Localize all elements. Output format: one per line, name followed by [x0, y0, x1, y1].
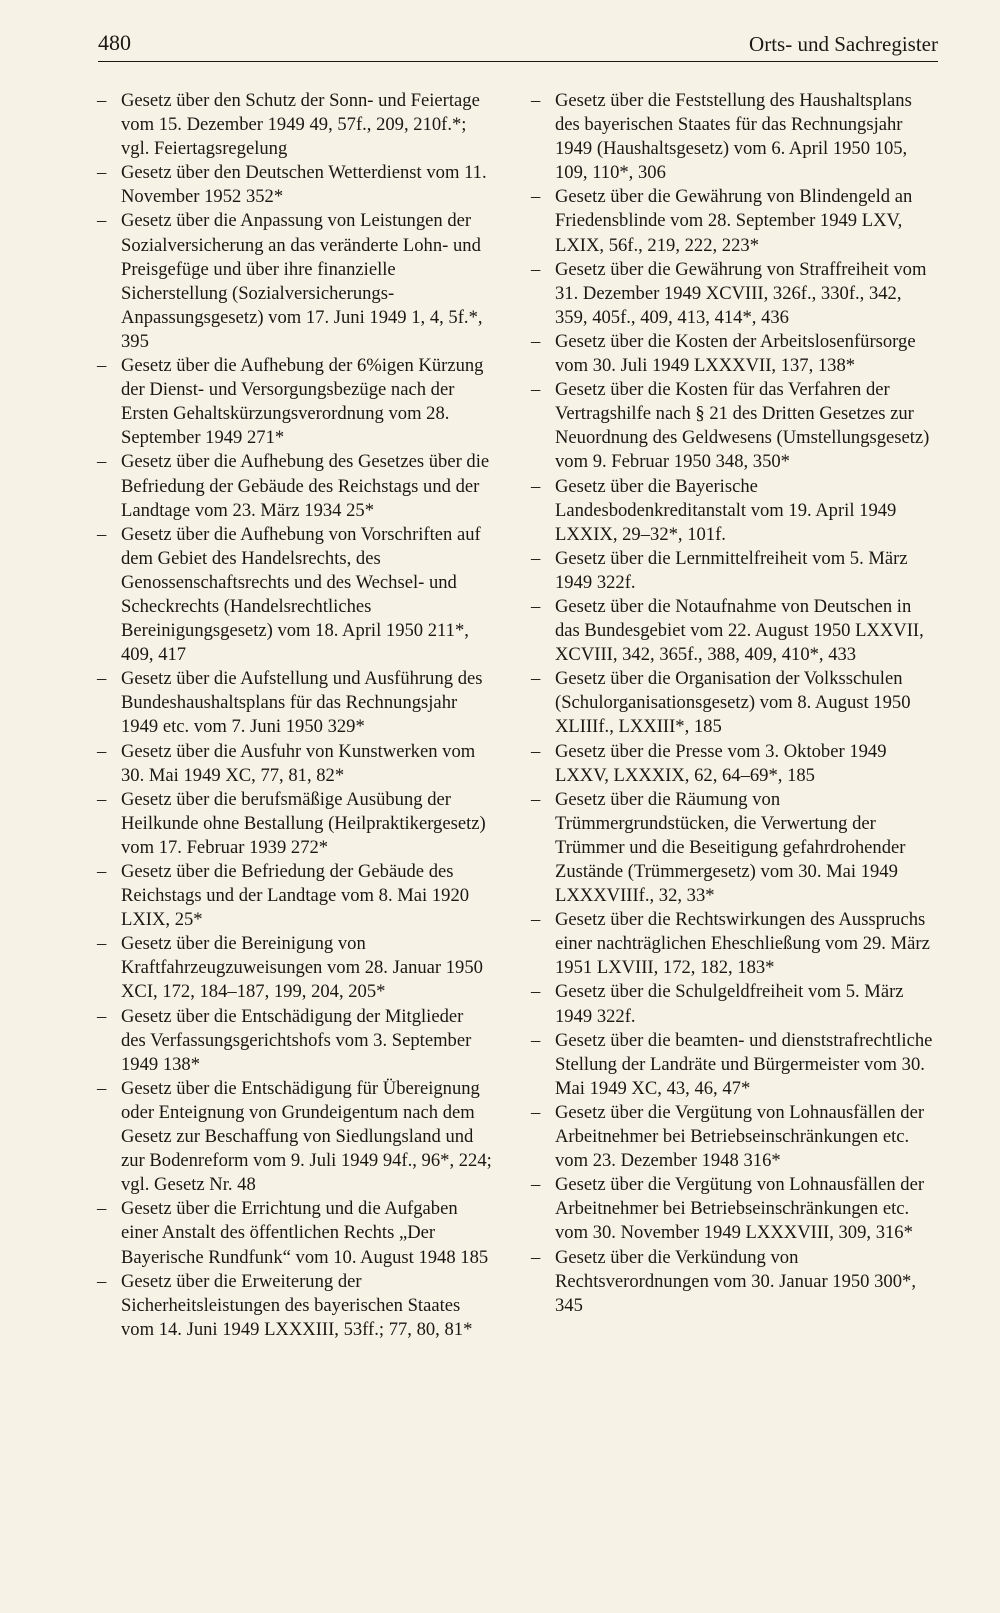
- entry-text: Gesetz über die Aufhebung von Vorschriften auf dem Gebiet des Handelsrechts, des Genossenschaftsrechts und des Wechsel- und Scheckrechts (Handelsrechtliches Bereinigungsgesetz) vom 18. April 1950 211*, 409, 417: [121, 523, 481, 666]
- index-column-left: [97, 89, 492, 1342]
- entry-dash: –: [531, 258, 541, 280]
- entry-text: Gesetz über die Entschädigung für Übereignung oder Enteignung von Grundeigentum nach dem Gesetz zur Beschaffung von Siedlungsland und zur Bodenreform vom 9. Juli 1949 94f., 96*, 224; vgl. Gesetz Nr. 48: [121, 1077, 492, 1196]
- entry-text: Gesetz über den Schutz der Sonn- und Feiertage vom 15. Dezember 1949 49, 57f., 209, 210f.*; vgl. Feiertagsregelung: [121, 90, 480, 160]
- index-entry: [97, 1077, 492, 1197]
- entry-dash: –: [97, 668, 107, 690]
- index-entry: [531, 1029, 937, 1101]
- index-entry: [97, 209, 492, 354]
- entry-text: Gesetz über die Errichtung und die Aufgaben einer Anstalt des öffentlichen Rechts „Der Bayerische Rundfunk“ vom 10. August 1948 185: [121, 1198, 489, 1268]
- entry-text: Gesetz über die Aufhebung des Gesetzes über die Befriedung der Gebäude des Reichstags und der Landtage vom 23. März 1934 25*: [121, 451, 490, 521]
- entry-dash: –: [531, 981, 541, 1003]
- entry-dash: –: [97, 861, 107, 882]
- page-number: 480: [98, 30, 131, 55]
- index-entry: [531, 330, 937, 378]
- index-entry: [531, 595, 937, 667]
- entry-text: Gesetz über die Ausfuhr von Kunstwerken vom 30. Mai 1949 XC, 77, 81, 82*: [121, 740, 476, 786]
- entry-text: Gesetz über die Schulgeldfreiheit vom 5. März 1949 322f.: [555, 981, 904, 1027]
- index-entry: [531, 908, 937, 980]
- entry-dash: –: [531, 1101, 541, 1123]
- index-entry: [97, 161, 492, 209]
- index-entry: [97, 860, 492, 932]
- index-entry: [531, 788, 937, 908]
- index-entry: [531, 547, 937, 595]
- index-entry: [97, 788, 492, 860]
- index-entry: [531, 1101, 937, 1173]
- entry-dash: –: [531, 668, 541, 690]
- index-entry: [531, 185, 937, 257]
- index-entry: [97, 1197, 492, 1269]
- index-entry: [97, 523, 492, 668]
- entry-dash: –: [531, 1029, 541, 1051]
- entry-text: Gesetz über die Erweiterung der Sicherheitsleistungen des bayerischen Staates vom 14. Juni 1949 LXXXIII, 53ff.; 77, 80, 81*: [121, 1270, 473, 1340]
- index-entry: [531, 475, 937, 547]
- entry-dash: –: [531, 1174, 541, 1196]
- entry-dash: –: [97, 933, 107, 955]
- entry-text: Gesetz über die Vergütung von Lohnausfällen der Arbeitnehmer bei Betriebseinschränkungen etc. vom 30. November 1949 LXXXVIII, 309, 316*: [555, 1174, 925, 1244]
- entry-text: Gesetz über die Aufstellung und Ausführung des Bundeshaushaltsplans für das Rechnungsjahr 1949 etc. vom 7. Juni 1950 329*: [121, 668, 483, 738]
- entry-text: Gesetz über die Befriedung der Gebäude des Reichstags und der Landtage vom 8. Mai 1920 LXIX, 25*: [121, 861, 470, 931]
- entry-dash: –: [97, 1077, 107, 1099]
- index-entry: [97, 354, 492, 450]
- entry-text: Gesetz über die Verkündung von Rechtsverordnungen vom 30. Januar 1950 300*, 345: [555, 1246, 916, 1316]
- entry-dash: –: [97, 210, 107, 232]
- entry-text: Gesetz über den Deutschen Wetterdienst vom 11. November 1952 352*: [121, 162, 487, 208]
- entry-dash: –: [531, 475, 541, 497]
- page-header: [98, 30, 938, 62]
- entry-dash: –: [97, 1198, 107, 1220]
- index-entry: [531, 258, 937, 330]
- index-entry: [531, 1246, 937, 1318]
- entry-text: Gesetz über die Kosten für das Verfahren der Vertragshilfe nach § 21 des Dritten Gesetzes zur Neuordnung des Geldwesens (Umstellungsgesetz) vom 9. Februar 1950 348, 350*: [555, 379, 930, 473]
- index-entry: [97, 667, 492, 739]
- entry-text: Gesetz über die Notaufnahme von Deutschen in das Bundesgebiet vom 22. August 1950 LXXVII, XCVIII, 342, 365f., 388, 409, 410*, 433: [555, 595, 924, 666]
- entry-dash: –: [531, 740, 541, 762]
- entry-dash: –: [97, 451, 107, 473]
- entry-dash: –: [97, 1005, 107, 1027]
- entry-dash: –: [97, 1270, 107, 1292]
- entry-text: Gesetz über die Presse vom 3. Oktober 1949 LXXV, LXXXIX, 62, 64–69*, 185: [555, 740, 887, 786]
- entry-dash: –: [531, 186, 541, 208]
- entry-dash: –: [531, 909, 541, 931]
- entry-text: Gesetz über die Gewährung von Straffreiheit vom 31. Dezember 1949 XCVIII, 326f., 330f., 342, 359, 405f., 409, 413, 414*, 436: [555, 258, 927, 328]
- index-entry: [97, 450, 492, 522]
- entry-dash: –: [97, 740, 107, 762]
- entry-dash: –: [97, 523, 107, 545]
- entry-dash: –: [97, 162, 107, 184]
- entry-text: Gesetz über die Entschädigung der Mitglieder des Verfassungsgerichtshofs vom 3. September 1949 138*: [121, 1005, 472, 1075]
- entry-dash: –: [531, 547, 541, 569]
- index-entry: [97, 932, 492, 1004]
- index-entry: [531, 1173, 937, 1245]
- header-rule: [98, 61, 938, 62]
- entry-text: Gesetz über die Aufhebung der 6%igen Kürzung der Dienst- und Versorgungsbezüge nach der Ersten Gehaltskürzungsverordnung vom 28. September 1949 271*: [121, 355, 484, 449]
- index-column-right: [531, 89, 937, 1318]
- entry-text: Gesetz über die berufsmäßige Ausübung der Heilkunde ohne Bestallung (Heilpraktikergesetz) vom 17. Februar 1939 272*: [121, 788, 486, 858]
- entry-text: Gesetz über die Vergütung von Lohnausfällen der Arbeitnehmer bei Betriebseinschränkungen etc. vom 23. Dezember 1948 316*: [555, 1101, 925, 1172]
- entry-text: Gesetz über die Rechtswirkungen des Ausspruchs einer nachträglichen Eheschließung vom 29. März 1951 LXVIII, 172, 182, 183*: [555, 909, 930, 979]
- entry-text: Gesetz über die Bayerische Landesbodenkreditanstalt vom 19. April 1949 LXXIX, 29–32*, 101f.: [555, 475, 897, 545]
- index-entry: [97, 740, 492, 788]
- entry-dash: –: [97, 90, 107, 111]
- entry-dash: –: [97, 788, 107, 810]
- entry-text: Gesetz über die Räumung von Trümmergrundstücken, die Verwertung der Trümmer und die Beseitigung gefahrdrohender Zustände (Trümmergesetz) vom 30. Mai 1949 LXXXVIIIf., 32, 33*: [555, 788, 906, 907]
- index-entry: [531, 89, 937, 185]
- entry-text: Gesetz über die Lernmittelfreiheit vom 5. März 1949 322f.: [555, 547, 908, 593]
- entry-text: Gesetz über die Organisation der Volksschulen (Schulorganisationsgesetz) vom 8. August 1950 XLIIIf., LXXIII*, 185: [555, 668, 911, 738]
- entry-text: Gesetz über die beamten- und dienststrafrechtliche Stellung der Landräte und Bürgermeister vom 30. Mai 1949 XC, 43, 46, 47*: [555, 1029, 933, 1099]
- index-entry: [97, 89, 492, 161]
- index-entry: [531, 980, 937, 1028]
- entry-text: Gesetz über die Feststellung des Haushaltsplans des bayerischen Staates für das Rechnungsjahr 1949 (Haushaltsgesetz) vom 6. April 1950 105, 109, 110*, 306: [555, 90, 912, 184]
- index-entry: [97, 1005, 492, 1077]
- entry-dash: –: [531, 788, 541, 810]
- entry-dash: –: [531, 330, 541, 352]
- running-title: Orts- und Sachregister: [749, 32, 938, 56]
- entry-text: Gesetz über die Anpassung von Leistungen der Sozialversicherung an das veränderte Lohn- und Preisgefüge und über ihre finanzielle Sicherstellung (Sozialversicherungs-Anpassungsgesetz) vom 17. Juni 1949 1, 4, 5f.*, 395: [121, 210, 483, 352]
- index-entry: [97, 1270, 492, 1342]
- entry-dash: –: [97, 355, 107, 377]
- entry-dash: –: [531, 595, 541, 617]
- entry-dash: –: [531, 90, 541, 111]
- entry-text: Gesetz über die Kosten der Arbeitslosenfürsorge vom 30. Juli 1949 LXXXVII, 137, 138*: [555, 330, 916, 377]
- index-entry: [531, 667, 937, 739]
- entry-dash: –: [531, 379, 541, 401]
- entry-text: Gesetz über die Gewährung von Blindengeld an Friedensblinde vom 28. September 1949 LXV, LXIX, 56f., 219, 222, 223*: [555, 186, 913, 256]
- index-entry: [531, 378, 937, 474]
- entry-text: Gesetz über die Bereinigung von Kraftfahrzeugzuweisungen vom 28. Januar 1950 XCI, 172, 184–187, 199, 204, 205*: [121, 933, 483, 1003]
- index-entry: [531, 740, 937, 788]
- entry-dash: –: [531, 1246, 541, 1268]
